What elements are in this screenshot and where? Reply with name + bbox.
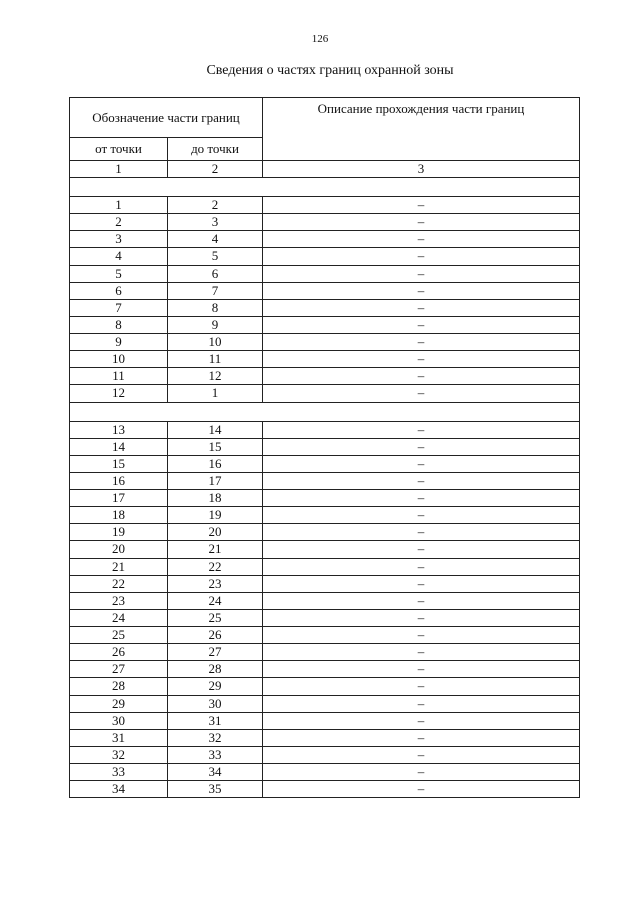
description-cell: – bbox=[263, 678, 580, 695]
from-point-cell: 19 bbox=[70, 524, 168, 541]
to-point-cell: 20 bbox=[168, 524, 263, 541]
section-separator-row bbox=[70, 178, 580, 197]
from-point-cell: 4 bbox=[70, 248, 168, 265]
table-row bbox=[70, 316, 580, 333]
from-point-cell: 25 bbox=[70, 627, 168, 644]
to-point-cell: 31 bbox=[168, 712, 263, 729]
to-point-cell: 21 bbox=[168, 541, 263, 558]
from-point-cell: 14 bbox=[70, 438, 168, 455]
to-point-cell: 27 bbox=[168, 644, 263, 661]
from-point-cell: 32 bbox=[70, 746, 168, 763]
to-point-cell: 22 bbox=[168, 558, 263, 575]
table-row bbox=[70, 627, 580, 644]
to-point-cell: 10 bbox=[168, 334, 263, 351]
from-point-cell: 18 bbox=[70, 507, 168, 524]
column-number: 2 bbox=[168, 161, 263, 178]
from-point-cell: 33 bbox=[70, 764, 168, 781]
to-point-cell: 14 bbox=[168, 421, 263, 438]
from-point-cell: 29 bbox=[70, 695, 168, 712]
from-point-cell: 9 bbox=[70, 334, 168, 351]
table-row bbox=[70, 231, 580, 248]
description-cell: – bbox=[263, 299, 580, 316]
to-point-cell: 28 bbox=[168, 661, 263, 678]
description-cell: – bbox=[263, 661, 580, 678]
page-number: 126 bbox=[311, 33, 329, 45]
from-point-cell: 30 bbox=[70, 712, 168, 729]
from-point-cell: 24 bbox=[70, 609, 168, 626]
table-row bbox=[70, 764, 580, 781]
to-point-cell: 12 bbox=[168, 368, 263, 385]
from-point-cell: 13 bbox=[70, 421, 168, 438]
from-point-cell: 11 bbox=[70, 368, 168, 385]
from-point-cell: 26 bbox=[70, 644, 168, 661]
from-point-cell: 23 bbox=[70, 592, 168, 609]
table-row bbox=[70, 746, 580, 763]
to-point-cell: 11 bbox=[168, 351, 263, 368]
to-point-cell: 8 bbox=[168, 299, 263, 316]
to-point-cell: 35 bbox=[168, 781, 263, 798]
from-point-cell: 2 bbox=[70, 214, 168, 231]
table-row bbox=[70, 541, 580, 558]
description-cell: – bbox=[263, 265, 580, 282]
from-point-cell: 10 bbox=[70, 351, 168, 368]
from-point-cell: 12 bbox=[70, 385, 168, 402]
description-cell: – bbox=[263, 541, 580, 558]
table-row bbox=[70, 299, 580, 316]
table-row bbox=[70, 421, 580, 438]
to-point-cell: 16 bbox=[168, 455, 263, 472]
section-separator-cell bbox=[70, 402, 580, 421]
document-title: Сведения о частях границ охранной зоны bbox=[206, 63, 454, 78]
to-point-cell: 23 bbox=[168, 575, 263, 592]
table-row bbox=[70, 438, 580, 455]
table-row bbox=[70, 472, 580, 489]
table-row bbox=[70, 695, 580, 712]
description-cell: – bbox=[263, 214, 580, 231]
table-row bbox=[70, 490, 580, 507]
description-cell: – bbox=[263, 764, 580, 781]
description-cell: – bbox=[263, 334, 580, 351]
description-cell: – bbox=[263, 627, 580, 644]
to-point-cell: 1 bbox=[168, 385, 263, 402]
table-row bbox=[70, 729, 580, 746]
description-cell: – bbox=[263, 231, 580, 248]
from-point-cell: 15 bbox=[70, 455, 168, 472]
section-separator-row bbox=[70, 402, 580, 421]
to-point-cell: 19 bbox=[168, 507, 263, 524]
description-cell: – bbox=[263, 609, 580, 626]
description-cell: – bbox=[263, 592, 580, 609]
table-row bbox=[70, 368, 580, 385]
table-row bbox=[70, 334, 580, 351]
description-cell: – bbox=[263, 316, 580, 333]
table-row bbox=[70, 248, 580, 265]
header-boundary-description: Описание прохождения части границ bbox=[263, 98, 580, 161]
table-row bbox=[70, 592, 580, 609]
to-point-cell: 25 bbox=[168, 609, 263, 626]
from-point-cell: 6 bbox=[70, 282, 168, 299]
from-point-cell: 16 bbox=[70, 472, 168, 489]
table-row bbox=[70, 661, 580, 678]
to-point-cell: 5 bbox=[168, 248, 263, 265]
table-row bbox=[70, 282, 580, 299]
from-point-cell: 17 bbox=[70, 490, 168, 507]
column-number-row bbox=[70, 161, 580, 178]
description-cell: – bbox=[263, 712, 580, 729]
to-point-cell: 2 bbox=[168, 197, 263, 214]
description-cell: – bbox=[263, 644, 580, 661]
from-point-cell: 20 bbox=[70, 541, 168, 558]
from-point-cell: 8 bbox=[70, 316, 168, 333]
header-from-point: от точки bbox=[70, 138, 168, 161]
to-point-cell: 17 bbox=[168, 472, 263, 489]
table-row bbox=[70, 524, 580, 541]
from-point-cell: 7 bbox=[70, 299, 168, 316]
description-cell: – bbox=[263, 507, 580, 524]
table-row bbox=[70, 644, 580, 661]
to-point-cell: 3 bbox=[168, 214, 263, 231]
to-point-cell: 18 bbox=[168, 490, 263, 507]
table-row bbox=[70, 385, 580, 402]
description-cell: – bbox=[263, 438, 580, 455]
column-number: 1 bbox=[70, 161, 168, 178]
table-row bbox=[70, 197, 580, 214]
to-point-cell: 29 bbox=[168, 678, 263, 695]
table-row bbox=[70, 609, 580, 626]
from-point-cell: 27 bbox=[70, 661, 168, 678]
from-point-cell: 5 bbox=[70, 265, 168, 282]
description-cell: – bbox=[263, 558, 580, 575]
description-cell: – bbox=[263, 351, 580, 368]
description-cell: – bbox=[263, 197, 580, 214]
boundary-parts-table bbox=[69, 97, 580, 798]
table-row bbox=[70, 507, 580, 524]
to-point-cell: 4 bbox=[168, 231, 263, 248]
to-point-cell: 7 bbox=[168, 282, 263, 299]
description-cell: – bbox=[263, 385, 580, 402]
from-point-cell: 31 bbox=[70, 729, 168, 746]
table-row bbox=[70, 455, 580, 472]
description-cell: – bbox=[263, 455, 580, 472]
to-point-cell: 15 bbox=[168, 438, 263, 455]
description-cell: – bbox=[263, 781, 580, 798]
description-cell: – bbox=[263, 421, 580, 438]
section-separator-cell bbox=[70, 178, 580, 197]
description-cell: – bbox=[263, 472, 580, 489]
from-point-cell: 28 bbox=[70, 678, 168, 695]
to-point-cell: 6 bbox=[168, 265, 263, 282]
description-cell: – bbox=[263, 746, 580, 763]
description-cell: – bbox=[263, 282, 580, 299]
table-row bbox=[70, 351, 580, 368]
to-point-cell: 34 bbox=[168, 764, 263, 781]
description-cell: – bbox=[263, 729, 580, 746]
from-point-cell: 1 bbox=[70, 197, 168, 214]
table-row bbox=[70, 678, 580, 695]
description-cell: – bbox=[263, 368, 580, 385]
table-row bbox=[70, 781, 580, 798]
to-point-cell: 30 bbox=[168, 695, 263, 712]
header-boundary-designation: Обозначение части границ bbox=[70, 98, 263, 138]
from-point-cell: 34 bbox=[70, 781, 168, 798]
description-cell: – bbox=[263, 695, 580, 712]
header-to-point: до точки bbox=[168, 138, 263, 161]
to-point-cell: 24 bbox=[168, 592, 263, 609]
to-point-cell: 32 bbox=[168, 729, 263, 746]
table-row bbox=[70, 558, 580, 575]
table-row bbox=[70, 575, 580, 592]
from-point-cell: 22 bbox=[70, 575, 168, 592]
from-point-cell: 21 bbox=[70, 558, 168, 575]
table-row bbox=[70, 265, 580, 282]
to-point-cell: 9 bbox=[168, 316, 263, 333]
description-cell: – bbox=[263, 575, 580, 592]
column-number: 3 bbox=[263, 161, 580, 178]
table-row bbox=[70, 214, 580, 231]
to-point-cell: 26 bbox=[168, 627, 263, 644]
table-row bbox=[70, 712, 580, 729]
description-cell: – bbox=[263, 248, 580, 265]
from-point-cell: 3 bbox=[70, 231, 168, 248]
to-point-cell: 33 bbox=[168, 746, 263, 763]
description-cell: – bbox=[263, 490, 580, 507]
description-cell: – bbox=[263, 524, 580, 541]
